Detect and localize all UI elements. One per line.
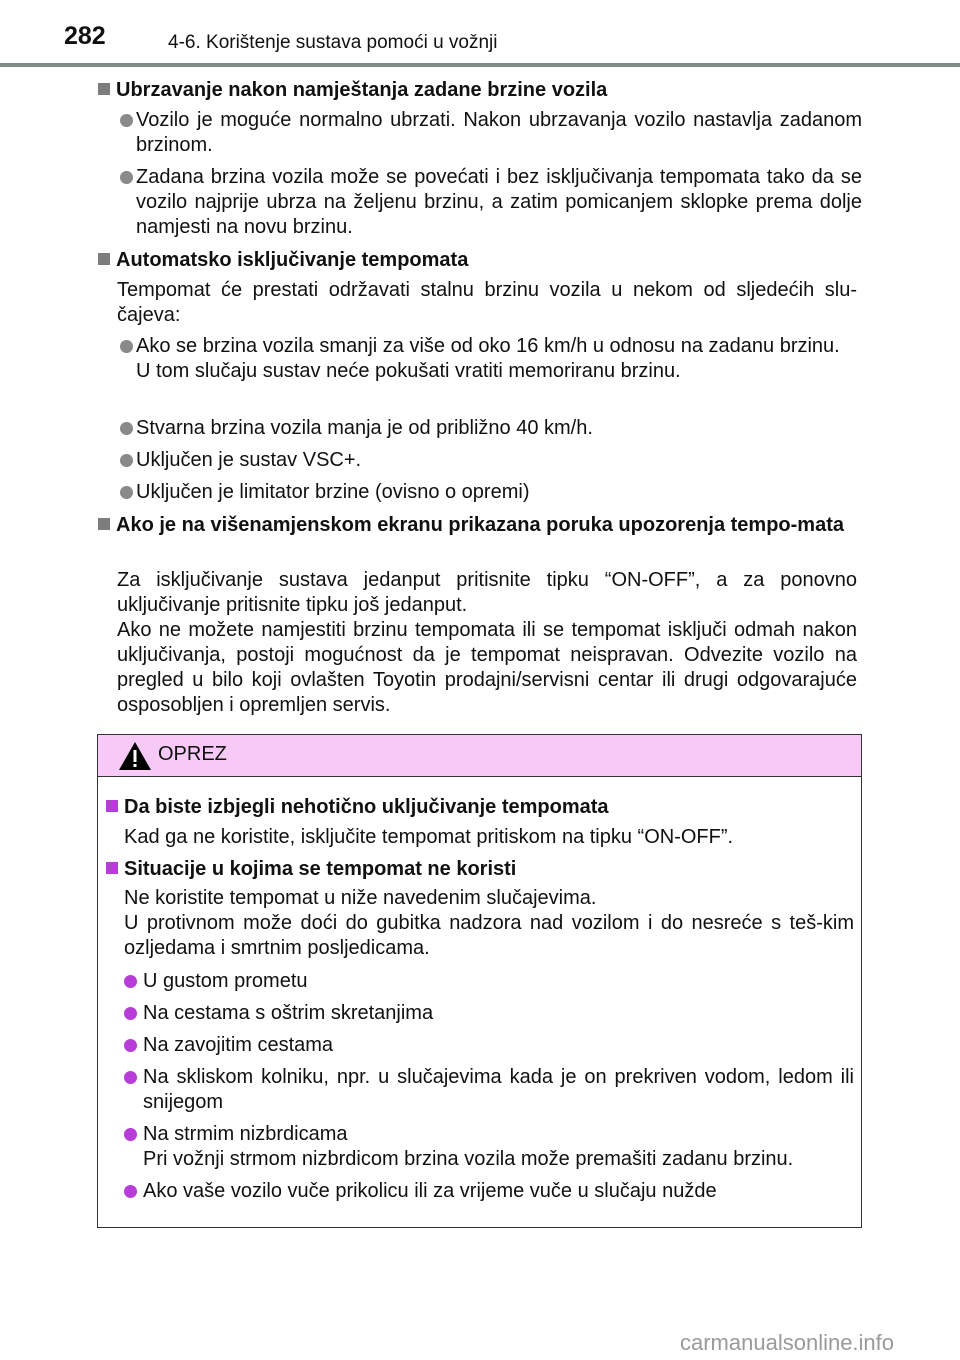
bullet-icon: [120, 171, 133, 184]
heading-text: Ako je na višenamjenskom ekranu prikazana poruka upozorenja tempo-mata: [116, 514, 844, 536]
bullet-text: Vozilo je moguće normalno ubrzati. Nakon ubrzavanja vozilo nastavlja zadanom brzinom.: [136, 109, 862, 156]
bullet-text: Na skliskom kolniku, npr. u slučajevima kada je on prekriven vodom, ledom ili snijegom: [143, 1066, 854, 1113]
list-item: [117, 416, 862, 441]
heading-text: Automatsko isključivanje tempomata: [116, 249, 469, 271]
list-item: [124, 1033, 854, 1058]
bullet-icon: [124, 1007, 137, 1020]
paragraph: [117, 568, 857, 718]
caution-heading: [106, 795, 851, 820]
square-bullet-icon: [98, 518, 110, 530]
paragraph: [124, 886, 854, 961]
bullet-icon: [120, 422, 133, 435]
bullet-text: Uključen je sustav VSC+.: [136, 449, 362, 471]
bullet-icon: [124, 1185, 137, 1198]
caution-heading: [106, 857, 851, 882]
bullet-text: Ako vaše vozilo vuče prikolicu ili za vrijeme vuče u slučaju nužde: [143, 1180, 717, 1202]
list-item: [124, 1001, 854, 1026]
bullet-icon: [120, 340, 133, 353]
bullet-text: Pri vožnji strmom nizbrdicom brzina vozila može premašiti zadanu brzinu.: [143, 1148, 794, 1170]
list-item: [124, 1179, 854, 1204]
caution-box: [97, 734, 862, 1228]
caution-header: [98, 735, 861, 777]
square-bullet-icon: [98, 83, 110, 95]
bullet-text: Na strmim nizbrdicama: [143, 1123, 348, 1145]
section-heading: [98, 248, 863, 273]
section-heading: [98, 513, 863, 538]
list-item: [124, 969, 854, 994]
bullet-icon: [124, 1128, 137, 1141]
paragraph-text: Za isključivanje sustava jedanput pritisnite tipku “ON-OFF”, a za ponovno uključivanje pritisnite tipku još jedanput.: [117, 569, 857, 616]
warning-icon: [118, 741, 152, 771]
list-item: [117, 448, 862, 473]
paragraph: Tempomat će prestati održavati stalnu brzinu vozila u nekom od sljedećih slu-čajeva:: [117, 279, 857, 326]
bullet-icon: [124, 1039, 137, 1052]
paragraph-text: Ako ne možete namjestiti brzinu tempomata ili se tempomat isključi odmah nakon uključivanja, postoji mogućnost da je tempomat neispravan. Odvezite vozilo na pregled u bilo koji ovlašten Toyotin prodajni/servisni centar ili drugi odgovarajuće osposobljen i opremljen servis.: [117, 619, 857, 716]
bullet-text: Na zavojitim cestama: [143, 1034, 334, 1056]
bullet-icon: [120, 486, 133, 499]
paragraph-text: Ne koristite tempomat u niže navedenim slučajevima.: [124, 887, 597, 909]
section-heading: [98, 78, 863, 103]
bullet-text: Na cestama s oštrim skretanjima: [143, 1002, 434, 1024]
list-item: [117, 108, 862, 158]
list-item: [124, 1065, 854, 1115]
bullet-icon: [124, 975, 137, 988]
square-bullet-icon: [106, 862, 118, 874]
paragraph-text: U protivnom može doći do gubitka nadzora nad vozilom i do nesreće s teš-kim ozljedama i smrtnim posljedicama.: [124, 912, 854, 959]
heading-text: Situacije u kojima se tempomat ne koristi: [124, 858, 517, 880]
bullet-text: Uključen je limitator brzine (ovisno o opremi): [136, 481, 530, 503]
header-rule: [0, 63, 960, 67]
chapter-title: 4-6. Korištenje sustava pomoći u vožnji: [168, 32, 498, 53]
bullet-text: U gustom prometu: [143, 970, 308, 992]
square-bullet-icon: [106, 800, 118, 812]
bullet-icon: [120, 454, 133, 467]
page-number: 282: [64, 22, 106, 50]
list-item: [117, 480, 862, 505]
caution-title: OPREZ: [158, 743, 227, 765]
heading-text: Da biste izbjegli nehotično uključivanje tempomata: [124, 796, 609, 818]
bullet-text: Ako se brzina vozila smanji za više od oko 16 km/h u odnosu na zadanu brzinu.: [136, 335, 840, 357]
paragraph: Kad ga ne koristite, isključite tempomat pritiskom na tipku “ON-OFF”.: [124, 826, 734, 848]
bullet-icon: [124, 1071, 137, 1084]
heading-text: Ubrzavanje nakon namještanja zadane brzine vozila: [116, 79, 608, 101]
bullet-icon: [120, 114, 133, 127]
bullet-text: Stvarna brzina vozila manja je od približno 40 km/h.: [136, 417, 593, 439]
list-item: [117, 165, 862, 240]
bullet-text: Zadana brzina vozila može se povećati i bez isključivanja tempomata tako da se vozilo najprije ubrza na željenu brzinu, a zatim pomicanjem sklopke prema dolje namjesti na novu brzinu.: [136, 166, 862, 238]
square-bullet-icon: [98, 253, 110, 265]
bullet-text: U tom slučaju sustav neće pokušati vratiti memoriranu brzinu.: [136, 360, 681, 382]
list-item: [124, 1122, 854, 1172]
watermark: carmanualsonline.info: [680, 1330, 895, 1355]
list-item: [117, 334, 862, 384]
